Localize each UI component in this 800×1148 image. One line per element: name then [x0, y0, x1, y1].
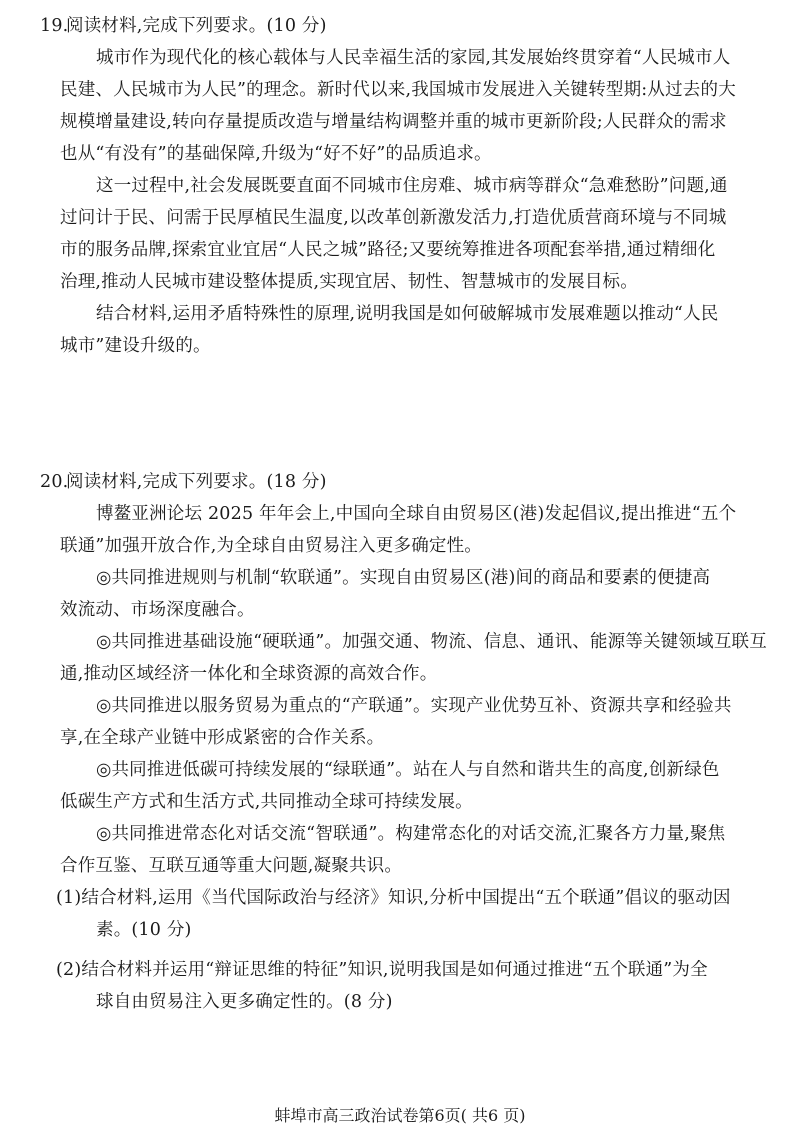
- item-line: ◎共同推进基础设施“硬联通”。加强交通、物流、信息、通讯、能源等关键领域互联互: [96, 632, 767, 652]
- task-line: 城市”建设升级的。: [60, 336, 211, 356]
- question-20-heading: [40, 466, 786, 498]
- paragraph-line: 这一过程中,社会发展既要直面不同城市住房难、城市病等群众“急难愁盼”问题,通: [96, 176, 728, 196]
- paragraph-line: 过问计于民、问需于民厚植民生温度,以改革创新激发活力,打造优质营商环境与不同城: [60, 208, 727, 228]
- sub-question-line: 球自由贸易注入更多确定性的。(8 分): [96, 992, 393, 1012]
- paragraph-line: 城市作为现代化的核心载体与人民幸福生活的家园,其发展始终贯穿着“人民城市人: [96, 48, 731, 68]
- question-heading-text: 阅读材料,完成下列要求。(18 分): [66, 472, 327, 492]
- q20-item-2: [60, 626, 786, 690]
- item-line: 合作互鉴、互联互通等重大问题,凝聚共识。: [60, 856, 403, 876]
- paragraph-line: 规模增量建设,转向存量提质改造与增量结构调整并重的城市更新阶段;人民群众的需求: [60, 112, 727, 132]
- question-heading-text: 阅读材料,完成下列要求。(10 分): [66, 16, 327, 36]
- question-19: [40, 10, 786, 362]
- q19-paragraph-2: [60, 170, 786, 298]
- item-line: 通,推动区域经济一体化和全球资源的高效合作。: [60, 664, 438, 684]
- paragraph-line: 市的服务品牌,探索宜业宜居“人民之城”路径;又要统筹推进各项配套举措,通过精细化: [60, 240, 716, 260]
- question-number: 19.: [40, 16, 69, 36]
- item-line: 享,在全球产业链中形成紧密的合作关系。: [60, 728, 385, 748]
- item-line: 效流动、市场深度融合。: [60, 600, 255, 620]
- sub-question-line: 素。(10 分): [96, 920, 192, 940]
- sub-question-line: (2)结合材料并运用“辩证思维的特征”知识,说明我国是如何通过推进“五个联通”为全: [56, 960, 708, 980]
- q20-item-3: [60, 690, 786, 754]
- q20-item-4: [60, 754, 786, 818]
- question-20: [40, 466, 786, 946]
- paragraph-line: 也从“有没有”的基础保障,升级为“好不好”的品质追求。: [60, 144, 492, 164]
- q20-intro: [60, 498, 786, 562]
- item-line: ◎共同推进规则与机制“软联通”。实现自由贸易区(港)间的商品和要素的便捷高: [96, 568, 711, 588]
- q19-task: [60, 298, 786, 362]
- q20-sub-question-1: [56, 882, 786, 946]
- question-number: 20.: [40, 472, 69, 492]
- item-line: ◎共同推进低碳可持续发展的“绿联通”。站在人与自然和谐共生的高度,创新绿色: [96, 760, 720, 780]
- question-19-heading: [40, 10, 786, 42]
- q20-item-5: [60, 818, 786, 882]
- q20-sub-question-2: [56, 954, 786, 1018]
- paragraph-line: 博鳌亚洲论坛 2025 年年会上,中国向全球自由贸易区(港)发起倡议,提出推进“五个: [96, 504, 737, 524]
- q19-paragraph-1: [60, 42, 786, 170]
- item-line: 低碳生产方式和生活方式,共同推动全球可持续发展。: [60, 792, 473, 812]
- paragraph-line: 联通”加强开放合作,为全球自由贸易注入更多确定性。: [60, 536, 483, 556]
- paragraph-line: 治理,推动人民城市建设整体提质,实现宜居、韧性、智慧城市的发展目标。: [60, 272, 638, 292]
- sub-question-line: (1)结合材料,运用《当代国际政治与经济》知识,分析中国提出“五个联通”倡议的驱动因: [56, 888, 731, 908]
- page-footer: 蚌埠市高三政治试卷第6页( 共6 页): [274, 1106, 526, 1125]
- item-line: ◎共同推进以服务贸易为重点的“产联通”。实现产业优势互补、资源共享和经验共: [96, 696, 732, 716]
- task-line: 结合材料,运用矛盾特殊性的原理,说明我国是如何破解城市发展难题以推动“人民: [96, 304, 719, 324]
- paragraph-line: 民建、人民城市为人民”的理念。新时代以来,我国城市发展进入关键转型期:从过去的大: [60, 80, 736, 100]
- q20-item-1: [60, 562, 786, 626]
- item-line: ◎共同推进常态化对话交流“智联通”。构建常态化的对话交流,汇聚各方力量,聚焦: [96, 824, 726, 844]
